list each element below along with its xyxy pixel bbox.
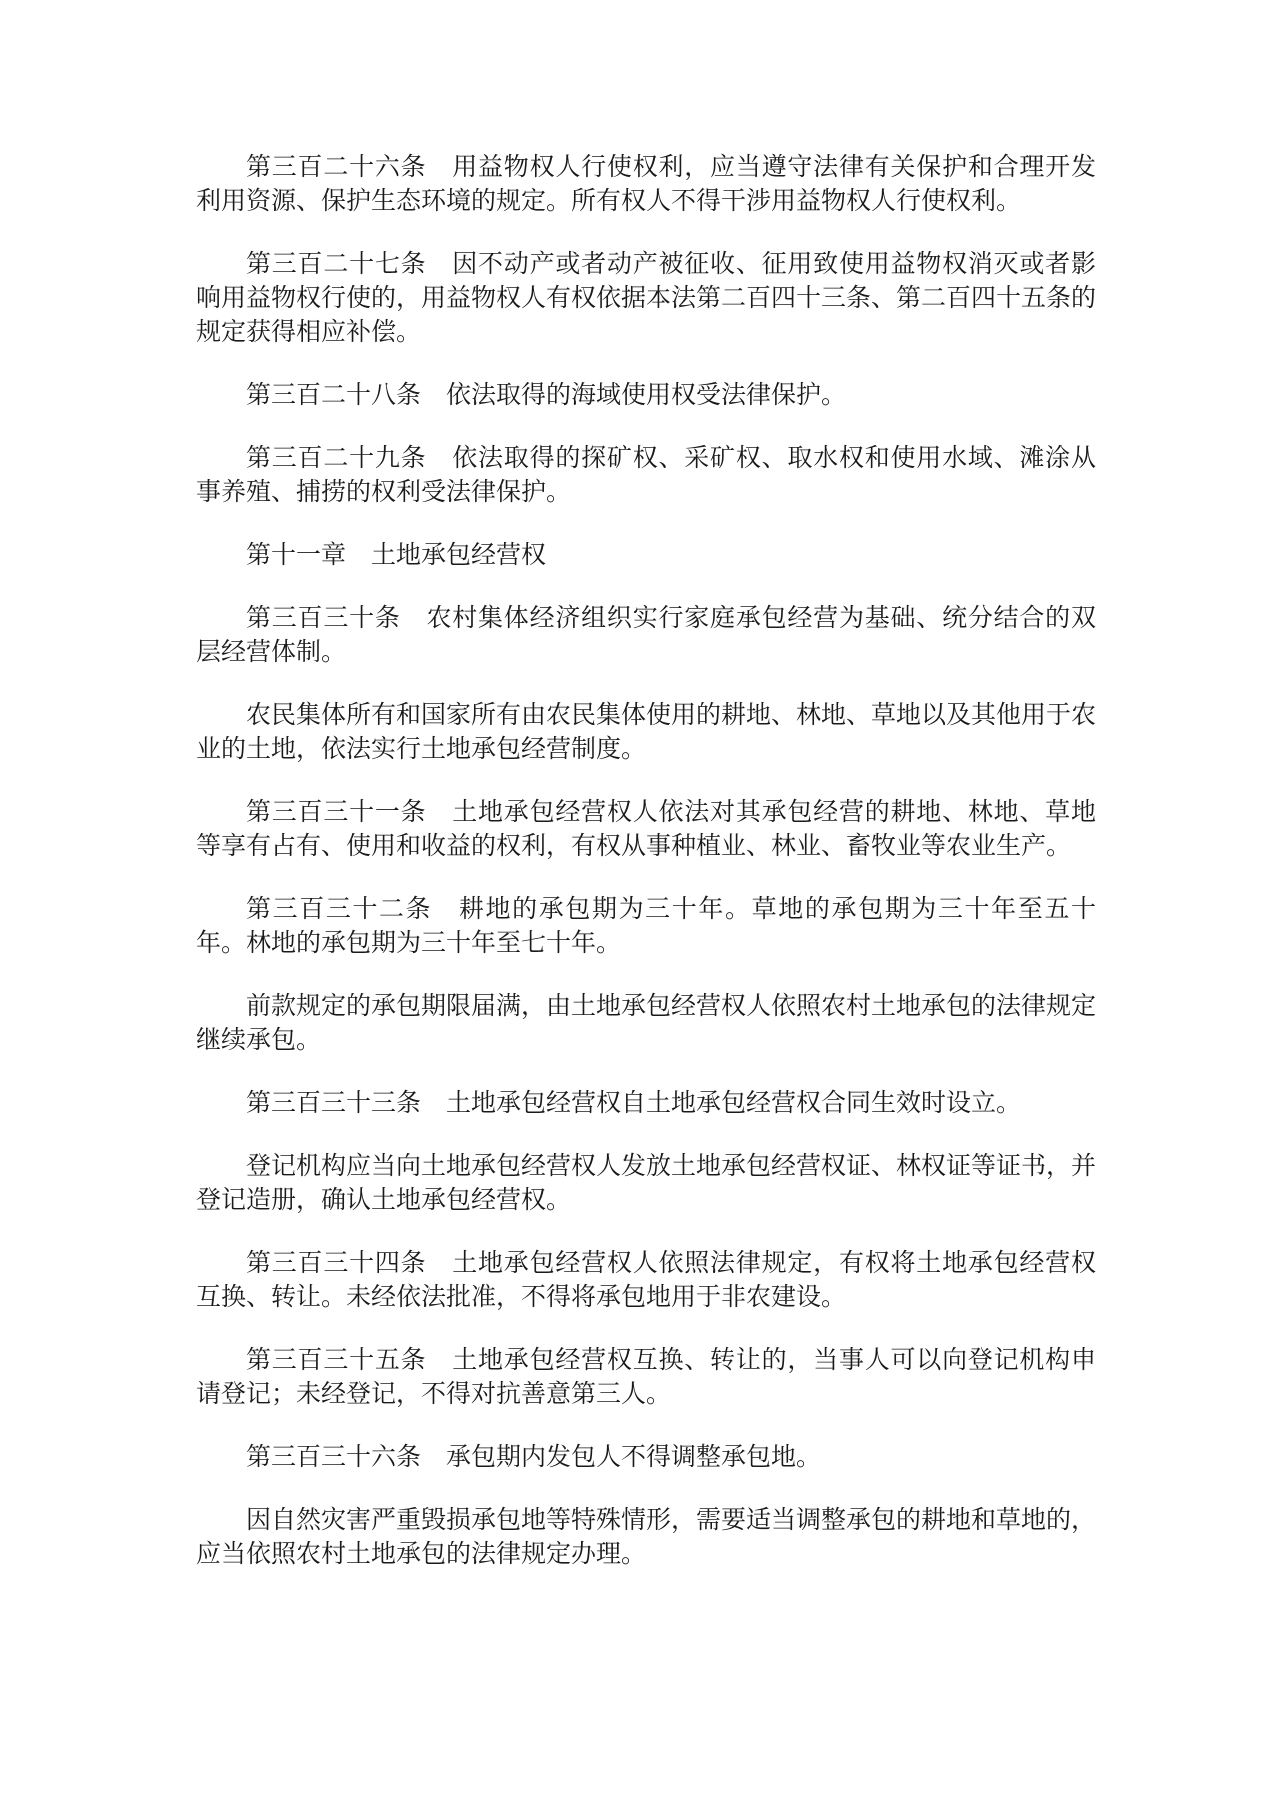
paragraph [196, 150, 1096, 218]
article-number: 第三百二十九条 [246, 443, 427, 472]
article-number: 第三百三十条 [246, 603, 401, 632]
paragraph [196, 1246, 1096, 1314]
paragraph-text: 农民集体所有和国家所有由农民集体使用的耕地、林地、草地以及其他用于农业的土地，依法实行土地承包经营制度。 [196, 700, 1097, 763]
article-number: 第三百二十六条 [246, 152, 427, 181]
paragraph-text: 依法取得的海域使用权受法律保护。 [446, 380, 847, 409]
article-number: 第三百三十六条 [246, 1442, 422, 1471]
chapter-heading [196, 538, 1096, 572]
paragraph-text: 土地承包经营权互换、转让的，当事人可以向登记机构申请登记；未经登记，不得对抗善意第三人。 [196, 1345, 1096, 1408]
paragraph-text: 耕地的承包期为三十年。草地的承包期为三十年至五十年。林地的承包期为三十年至七十年。 [196, 894, 1096, 957]
paragraph-text: 因不动产或者动产被征收、征用致使用益物权消灭或者影响用益物权行使的，用益物权人有权依据本法第二百四十三条、第二百四十五条的规定获得相应补偿。 [196, 249, 1097, 346]
paragraph [196, 1503, 1096, 1571]
paragraph [196, 1149, 1096, 1217]
paragraph-text: 承包期内发包人不得调整承包地。 [446, 1442, 822, 1471]
paragraph-text: 用益物权人行使权利，应当遵守法律有关保护和合理开发利用资源、保护生态环境的规定。所有权人不得干涉用益物权人行使权利。 [196, 152, 1096, 215]
paragraph [196, 698, 1096, 766]
paragraph-text: 依法取得的探矿权、采矿权、取水权和使用水域、滩涂从事养殖、捕捞的权利受法律保护。 [196, 443, 1096, 506]
article-number: 第三百三十二条 [246, 894, 433, 923]
paragraph-text: 土地承包经营权人依法对其承包经营的耕地、林地、草地等享有占有、使用和收益的权利，有权从事种植业、林业、畜牧业等农业生产。 [196, 797, 1096, 860]
paragraph-text: 农村集体经济组织实行家庭承包经营为基础、统分结合的双层经营体制。 [196, 603, 1096, 666]
article-number: 第三百三十一条 [246, 797, 427, 826]
paragraph [196, 247, 1096, 349]
paragraph [196, 378, 1096, 412]
document-body [196, 150, 1096, 1600]
chapter-title: 土地承包经营权 [371, 540, 547, 569]
article-number: 第三百二十八条 [246, 380, 422, 409]
paragraph-text: 因自然灾害严重毁损承包地等特殊情形，需要适当调整承包的耕地和草地的，应当依照农村土地承包的法律规定办理。 [196, 1505, 1097, 1568]
paragraph [196, 795, 1096, 863]
paragraph-text: 前款规定的承包期限届满，由土地承包经营权人依照农村土地承包的法律规定继续承包。 [196, 991, 1097, 1054]
article-number: 第三百三十三条 [246, 1088, 422, 1117]
paragraph-text: 登记机构应当向土地承包经营权人发放土地承包经营权证、林权证等证书，并登记造册，确认土地承包经营权。 [196, 1151, 1097, 1214]
paragraph [196, 1343, 1096, 1411]
paragraph [196, 989, 1096, 1057]
paragraph [196, 892, 1096, 960]
paragraph [196, 1440, 1096, 1474]
paragraph [196, 1086, 1096, 1120]
chapter-number: 第十一章 [246, 540, 347, 569]
paragraph [196, 601, 1096, 669]
article-number: 第三百二十七条 [246, 249, 427, 278]
article-number: 第三百三十五条 [246, 1345, 427, 1374]
article-number: 第三百三十四条 [246, 1248, 427, 1277]
paragraph-text: 土地承包经营权自土地承包经营权合同生效时设立。 [446, 1088, 1022, 1117]
paragraph-text: 土地承包经营权人依照法律规定，有权将土地承包经营权互换、转让。未经依法批准，不得将承包地用于非农建设。 [196, 1248, 1096, 1311]
paragraph [196, 441, 1096, 509]
